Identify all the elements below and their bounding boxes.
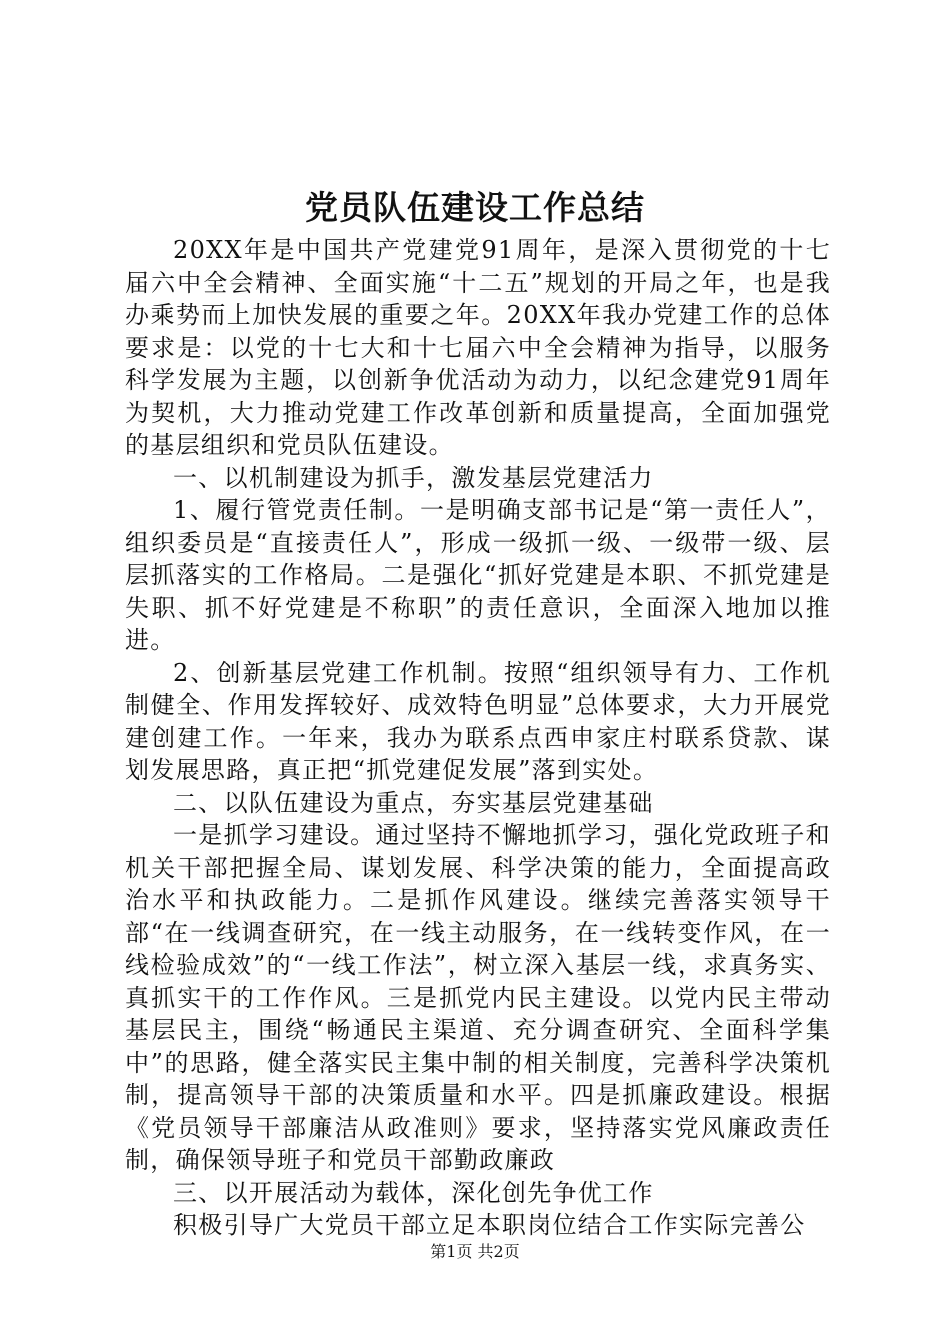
document-body bbox=[125, 234, 831, 1242]
section-heading-2: 二、以队伍建设为重点，夯实基层党建基础 bbox=[173, 788, 654, 817]
paragraph-responsibility: 1、履行管党责任制。一是明确支部书记是“第一责任人”，组织委员是“直接责任人”，形成一级抓一级、一级带一级、层层抓落实的工作格局。二是强化“抓好党建是本职、不抓党建是失职、抓不好党建是不称职”的责任意识，全面深入地加以推进。 bbox=[125, 496, 831, 654]
paragraph-activities: 积极引导广大党员干部立足本职岗位结合工作实际完善公 bbox=[173, 1211, 806, 1239]
intro-paragraph: 20XX年是中国共产党建党91周年，是深入贯彻党的十七届六中全会精神、全面实施“十二五”规划的开局之年，也是我办乘势而上加快发展的重要之年。20XX年我办党建工作的总体要求是：以党的十七大和十七届六中全会精神为指导，以服务科学发展为主题，以创新争优活动为动力，以纪念建党91周年为契机，大力推动党建工作改革创新和质量提高，全面加强党的基层组织和党员队伍建设。 bbox=[125, 236, 831, 459]
section-heading-3: 三、以开展活动为载体，深化创先争优工作 bbox=[173, 1178, 654, 1207]
section-heading-1: 一、以机制建设为抓手，激发基层党建活力 bbox=[173, 463, 654, 492]
paragraph-mechanism: 2、创新基层党建工作机制。按照“组织领导有力、工作机制健全、作用发挥较好、成效特色明显”总体要求，大力开展党建创建工作。一年来，我办为联系点西申家庄村联系贷款、谋划发展思路，真正把“抓党建促发展”落到实处。 bbox=[125, 658, 831, 784]
page-number-footer: 第1页 共2页 bbox=[430, 1242, 520, 1261]
paragraph-team-building: 一是抓学习建设。通过坚持不懈地抓学习，强化党政班子和机关干部把握全局、谋划发展、科学决策的能力，全面提高政治水平和执政能力。二是抓作风建设。继续完善落实领导干部“在一线调查研究，在一线主动服务，在一线转变作风，在一线检验成效”的“一线工作法”，树立深入基层一线，求真务实、真抓实干的工作作风。三是抓党内民主建设。以党内民主带动基层民主，围绕“畅通民主渠道、充分调查研究、全面科学集中”的思路，健全落实民主集中制的相关制度，完善科学决策机制，提高领导干部的决策质量和水平。四是抓廉政建设。根据《党员领导干部廉洁从政准则》要求，坚持落实党风廉政责任制，确保领导班子和党员干部勤政廉政 bbox=[125, 821, 831, 1174]
document-title: 党员队伍建设工作总结 bbox=[305, 188, 645, 227]
